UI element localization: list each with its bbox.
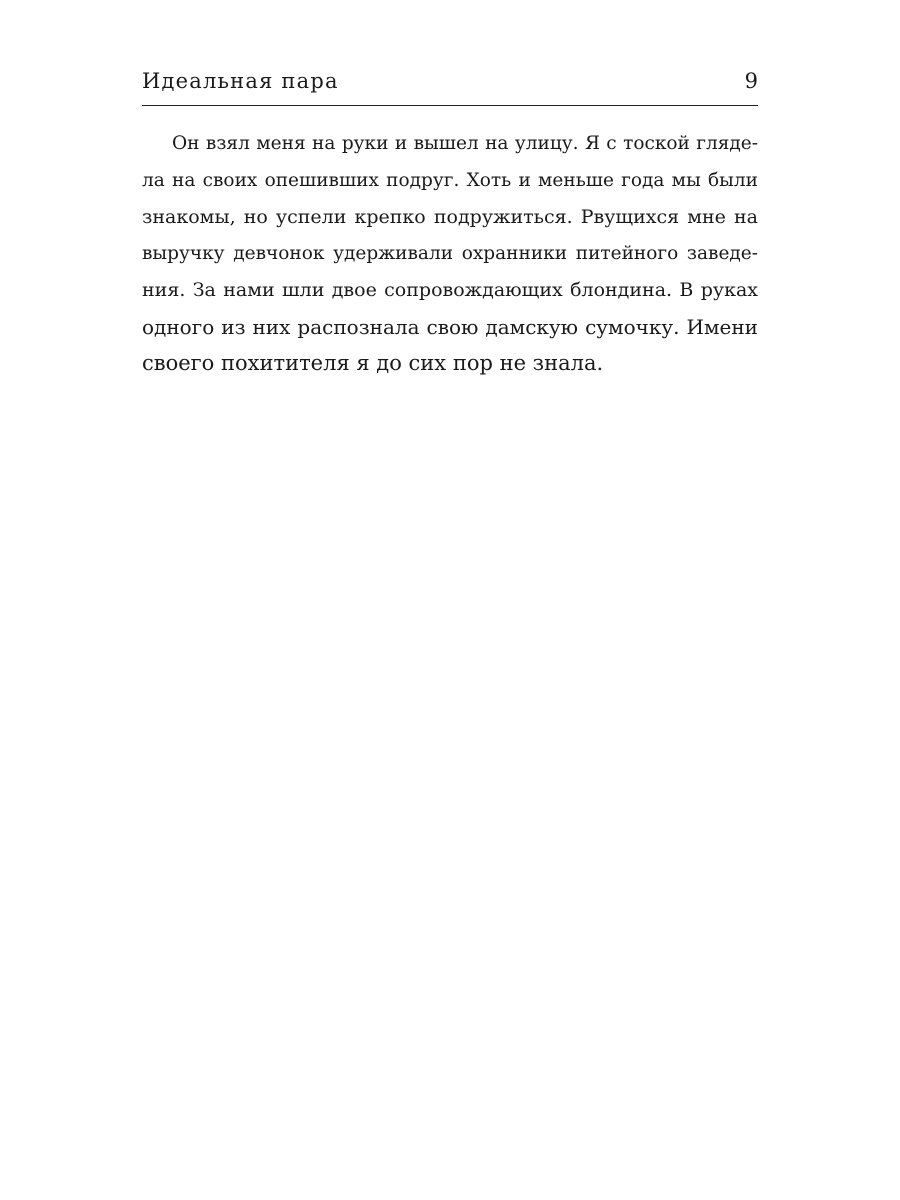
- page-number: 9: [744, 69, 758, 93]
- text-line: своего похитителя я до сих пор не знала.: [142, 351, 604, 375]
- text-line: ла на своих опешивших подруг. Хоть и меньше года мы были: [142, 169, 758, 191]
- text-line: одного из них распознала свою дамскую сумочку. Имени: [142, 314, 758, 339]
- body-paragraph: [142, 126, 758, 382]
- running-title: Идеальная пара: [142, 69, 339, 93]
- running-head: [142, 66, 758, 100]
- header-rule: [142, 105, 758, 106]
- text-line: знакомы, но успели крепко подружиться. Рвущихся мне на: [142, 206, 758, 228]
- text-line: выручку девчонок удерживали охранники питейного заведе-: [142, 242, 758, 264]
- text-line: Он взял меня на руки и вышел на улицу. Я с тоской гляде-: [172, 133, 758, 154]
- text-line: ния. За нами шли двое сопровождающих блондина. В руках: [142, 279, 758, 301]
